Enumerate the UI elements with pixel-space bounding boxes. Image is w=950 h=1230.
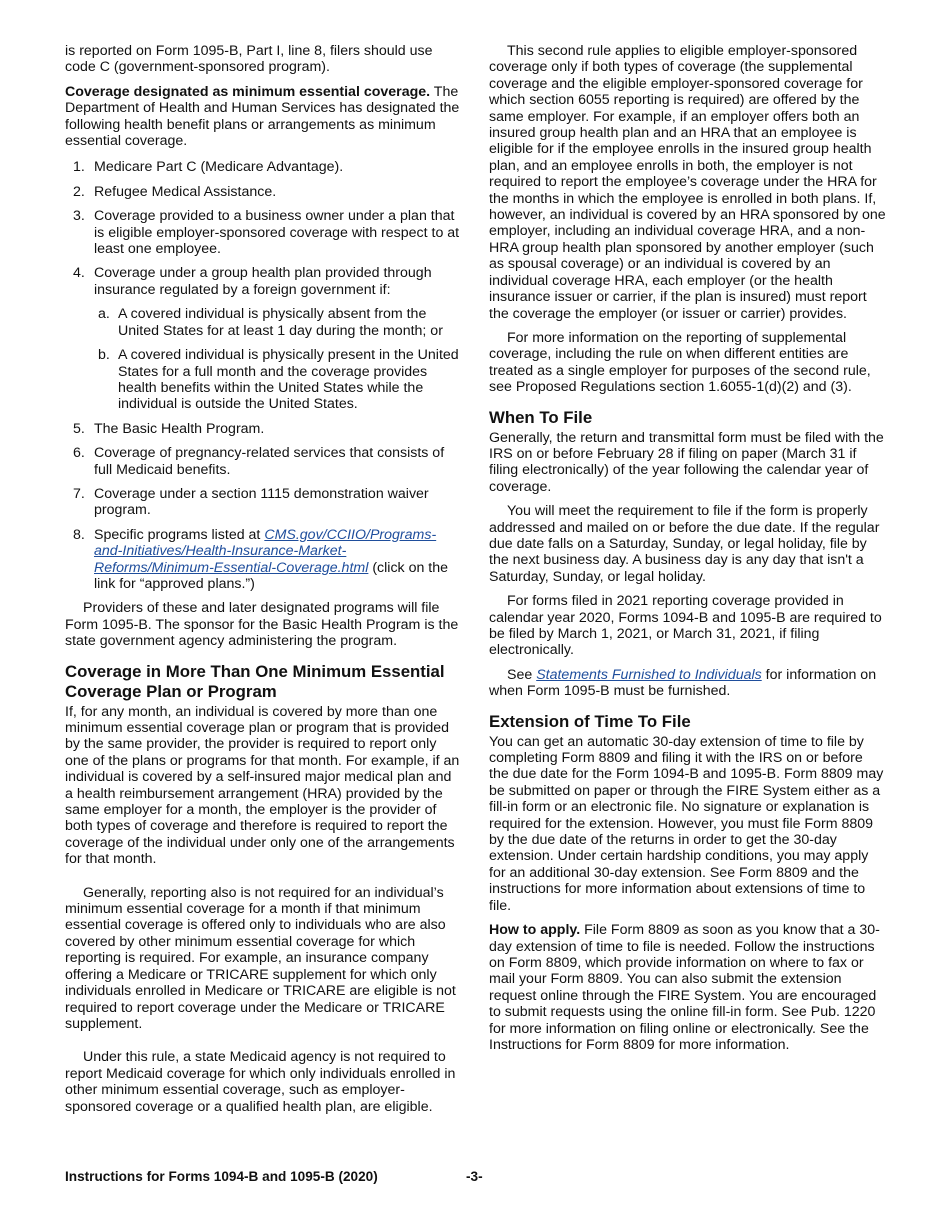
designated-lead: Coverage designated as minimum essential coverage. xyxy=(65,83,431,100)
designated-programs-list xyxy=(65,159,461,592)
sub-list-item: b. A covered individual is physically present in the United States for a full month and the coverage provides health benefits within the United States while the individual is outside the United States. xyxy=(98,347,459,413)
sub-list-item: a. A covered individual is physically absent from the United States for at least 1 day during the month; or xyxy=(98,306,443,339)
intro-paragraph: is reported on Form 1095-B, Part I, line 8, filers should use code C (government-sponsored program). xyxy=(65,43,433,76)
how-to-apply-text: File Form 8809 as soon as you know that a 30-day extension of time to file is needed. Follow the instructions on Form 8809, which provide information on where to fax or mail your Form 8809. You can also submit the extension request online through the FIRE System. You are encouraged to submit requests using the online fill-in form. See Pub. 1220 for more information on filing online or electronically. See the Instructions for Form 8809 for more information. xyxy=(489,922,880,1053)
list-item: 8. Specific programs listed at CMS.gov/CCIIO/Programs-and-Initiatives/Health-Insurance-Market-Reforms/Minimum-Essential-Coverage.html (click on the link for “approved plans.”) xyxy=(73,526,449,592)
list-item: 1. Medicare Part C (Medicare Advantage). xyxy=(73,159,344,176)
more-than-one-paragraph-1: If, for any month, an individual is covered by more than one minimum essential coverage plan or program that is provided by the same provider, the provider is required to report only one of the plans or programs for that month. For example, if an individual is covered by a self-insured major medical plan and a health reimbursement arrangement (HRA) provided by the same employer for a month, the employer is the provider of both types of coverage and therefore is required to report the coverage of the individual under only one of the arrangements for that month. xyxy=(65,703,460,868)
second-rule-paragraph: This second rule applies to eligible employer-sponsored coverage only if both types of coverage (the supplemental coverage and the eligible employer-sponsored coverage for which section 6055 reporting is required) are offered by the same employer. For example, if an employer offers both an insured group health plan and an HRA that an employee is eligible for if the employee enrolls in the insured group health plan, and an employee enrolls in both, the employer is not required to report the employee’s coverage under the HRA for the months in which the employee is enrolled in both plans. If, however, an individual is covered by an HRA sponsored by one employer, including an individual coverage HRA, and a non-HRA group health plan sponsored by another employer (such as spousal coverage) or an individual is covered by an individual coverage HRA, each employer (or the health insurance issuer or carrier, if the plan is insured) must report the coverage the employer (or issuer or carrier) provides. xyxy=(489,43,886,322)
statements-furnished-link[interactable]: Statements Furnished to Individuals xyxy=(536,666,762,683)
list-item: 6. Coverage of pregnancy-related services that consists of full Medicaid benefits. xyxy=(73,445,445,478)
cms-approved-plans-link[interactable]: CMS.gov/CCIIO/Programs-and-Initiatives/Health-Insurance-Market-Reforms/Minimum-Essential-Coverage.html xyxy=(94,526,437,576)
section-heading-when-to-file: When To File xyxy=(489,407,593,427)
see-statements-paragraph: See Statements Furnished to Individuals for information on when Form 1095-B must be furnished. xyxy=(489,666,877,700)
designated-paragraph xyxy=(65,84,461,150)
section-heading-extension: Extension of Time To File xyxy=(489,711,691,731)
left-column xyxy=(65,43,461,1123)
list-item: 5. The Basic Health Program. xyxy=(73,420,265,437)
extension-paragraph: You can get an automatic 30-day extension of time to file by completing Form 8809 and filing it with the IRS on or before the due date for the Form 1094-B and 1095-B. Form 8809 may be submitted on paper or through the FIRE System either as a fill-in form or an electronic file. No signature or explanation is required for the extension. However, you must file Form 8809 by the due date of the returns in order to get the 30-day extension. Under certain hardship conditions, you may apply for an additional 30-day extension. See Form 8809 and the instructions for more information about extensions of time to file. xyxy=(489,733,884,914)
providers-paragraph: Providers of these and later designated programs will file Form 1095-B. The sponsor for the Basic Health Program is the state government agency administering the program. xyxy=(65,600,459,650)
right-column xyxy=(489,43,886,1061)
list-item: 3. Coverage provided to a business owner under a plan that is eligible employer-sponsored coverage with respect to at least one employee. xyxy=(73,208,460,258)
when-paragraph-3: For forms filed in 2021 reporting coverage provided in calendar year 2020, Forms 1094-B and 1095-B are required to be filed by March 1, 2021, or March 31, 2021, if filing electronically. xyxy=(489,593,882,659)
list-item: 2. Refugee Medical Assistance. xyxy=(73,183,277,200)
more-than-one-paragraph-3: Under this rule, a state Medicaid agency is not required to report Medicaid coverage for which only individuals enrolled in other minimum essential coverage, such as employer-sponsored coverage or a qualified health plan, are eligible. xyxy=(65,1049,456,1115)
more-than-one-paragraph-2: Generally, reporting also is not required for an individual’s minimum essential coverage for a month if that minimum essential coverage is offered only to individuals who are also covered by other minimum essential coverage for which reporting is required. For example, an insurance company offering a Medicare or TRICARE supplement for which only individuals enrolled in Medicare or TRICARE are eligible is not required to report coverage under the Medicare or TRICARE supplement. xyxy=(65,884,456,1032)
when-paragraph-1: Generally, the return and transmittal form must be filed with the IRS on or before February 28 if filing on paper (March 31 if filing electronically) of the year following the calendar year of coverage. xyxy=(489,429,884,495)
list-item: 7. Coverage under a section 1115 demonstration waiver program. xyxy=(73,485,429,519)
foreign-government-sublist xyxy=(94,306,461,412)
when-paragraph-2: You will meet the requirement to file if the form is properly addressed and mailed on or before the due date. If the regular due date falls on a Saturday, Sunday, or legal holiday, file by the next business day. A business day is any day that isn't a Saturday, Sunday, or legal holiday. xyxy=(489,503,880,585)
how-to-apply-lead: How to apply. xyxy=(489,922,581,939)
footer-title: Instructions for Forms 1094-B and 1095-B (2020) xyxy=(65,1169,378,1184)
list-item: 4. Coverage under a group health plan provided through insurance regulated by a foreign government if: a. A covered individual is physically absent from the United States for at least 1 day during the month; or b. A covered individual is physically present in the United States for a full month and the coverage provides health benefits within the United States while the individual is outside the United States. xyxy=(65,265,461,412)
page-number: -3- xyxy=(466,1169,483,1184)
more-info-paragraph: For more information on the reporting of supplemental coverage, including the rule on when different entities are treated as a single employer for purposes of the second rule, see Proposed Regulations section 1.6055-1(d)(2) and (3). xyxy=(489,329,871,396)
designated-text: The Department of Health and Human Services has designated the following health benefit plans or arrangements as minimum essential coverage. xyxy=(65,83,460,150)
section-heading-more-than-one: Coverage in More Than One Minimum Essential Coverage Plan or Program xyxy=(65,661,445,701)
how-to-apply-paragraph xyxy=(489,922,886,1053)
